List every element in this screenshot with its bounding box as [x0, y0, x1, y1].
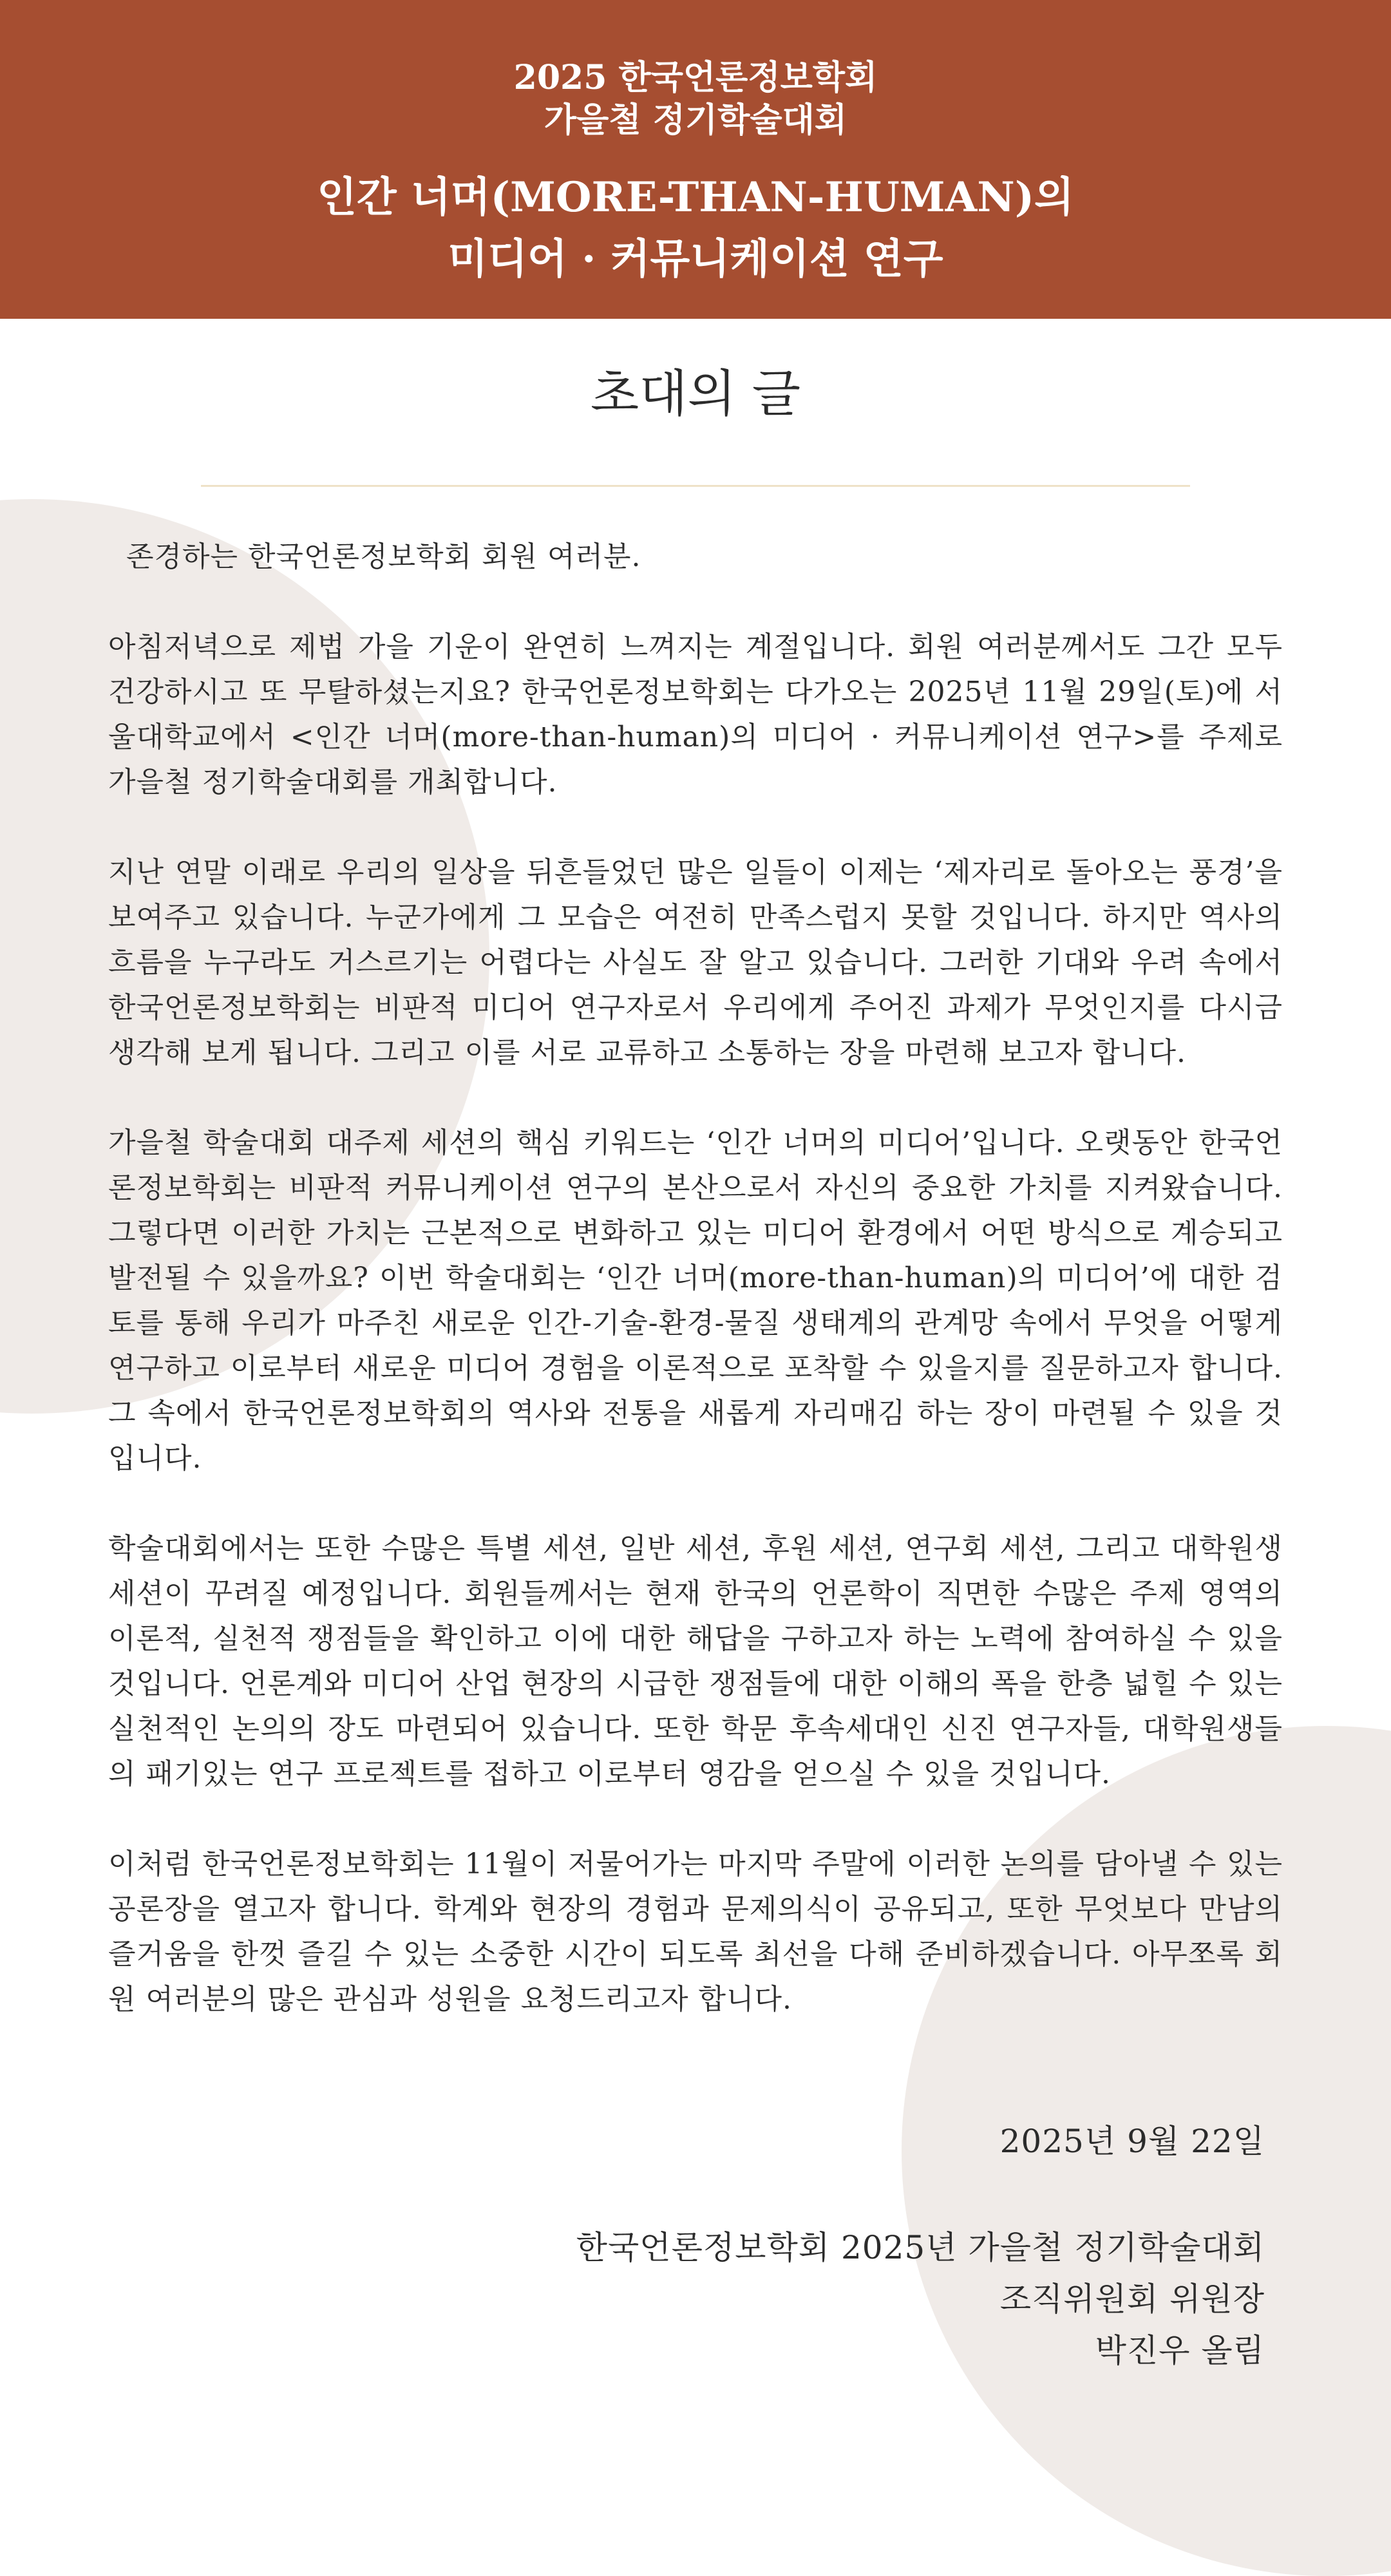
conference-season: 가을철 정기학술대회 — [544, 100, 847, 140]
header-banner — [0, 0, 1391, 319]
paragraph-2: 지난 연말 이래로 우리의 일상을 뒤흔들었던 많은 일들이 이제는 ‘제자리로 돌아오는 풍경’을 보여주고 있습니다. 누군가에게 그 모습은 여전히 만족스럽지 못할 것입니다. 하지만 역사의 흐름을 누구라도 거스르기는 어렵다는 사실도 잘 알고 있습니다. 그러한 기대와 우려 속에서 한국언론정보학회는 비판적 미디어 연구자로서 우리에게 주어진 과제가 무엇인지를 다시금 생각해 보게 됩니다. 그리고 이를 서로 교류하고 소통하는 장을 마련해 보고자 합니다. — [108, 856, 1283, 1069]
signature-organization: 한국언론정보학회 2025년 가을철 정기학술대회 — [576, 2229, 1265, 2266]
signature-position: 조직위원회 위원장 — [999, 2280, 1265, 2318]
conference-name: 2025 한국언론정보학회 — [513, 58, 878, 97]
conference-theme-line1: 인간 너머(MORE-THAN-HUMAN)의 — [317, 173, 1074, 222]
letter-date: 2025년 9월 22일 — [999, 2123, 1265, 2160]
signature-name: 박진우 올림 — [1095, 2332, 1265, 2369]
greeting: 존경하는 한국언론정보학회 회원 여러분. — [126, 540, 641, 573]
paragraph-4: 학술대회에서는 또한 수많은 특별 세션, 일반 세션, 후원 세션, 연구회 세션, 그리고 대학원생 세션이 꾸려질 예정입니다. 회원들께서는 현재 한국의 언론학이 직면한 수많은 주제 영역의 이론적, 실천적 쟁점들을 확인하고 이에 대한 해답을 구하고자 하는 노력에 참여하실 수 있을 것입니다. 언론계와 미디어 산업 현장의 시급한 쟁점들에 대한 이해의 폭을 한층 넓힐 수 있는 실천적인 논의의 장도 마련되어 있습니다. 또한 학문 후속세대인 신진 연구자들, 대학원생들의 패기있는 연구 프로젝트를 접하고 이로부터 영감을 얻으실 수 있을 것입니다. — [108, 1532, 1283, 1790]
paragraph-3: 가을철 학술대회 대주제 세션의 핵심 키워드는 ‘인간 너머의 미디어’입니다. 오랫동안 한국언론정보학회는 비판적 커뮤니케이션 연구의 본산으로서 자신의 중요한 가치를 지켜왔습니다. 그렇다면 이러한 가치는 근본적으로 변화하고 있는 미디어 환경에서 어떤 방식으로 계승되고 발전될 수 있을까요? 이번 학술대회는 ‘인간 너머(more-than-human)의 미디어’에 대한 검토를 통해 우리가 마주친 새로운 인간-기술-환경-물질 생태계의 관계망 속에서 무엇을 어떻게 연구하고 이로부터 새로운 미디어 경험을 이론적으로 포착할 수 있을지를 질문하고자 합니다. 그 속에서 한국언론정보학회의 역사와 전통을 새롭게 자리매김 하는 장이 마련될 수 있을 것입니다. — [108, 1126, 1283, 1475]
letter-body — [108, 535, 1283, 2067]
paragraph-5: 이처럼 한국언론정보학회는 11월이 저물어가는 마지막 주말에 이러한 논의를 담아낼 수 있는 공론장을 열고자 합니다. 학계와 현장의 경험과 문제의식이 공유되고, 또한 무엇보다 만남의 즐거움을 한껏 즐길 수 있는 소중한 시간이 되도록 최선을 다해 준비하겠습니다. 아무쪼록 회원 여러분의 많은 관심과 성원을 요청드리고자 합니다. — [108, 1848, 1283, 2016]
title-divider — [201, 485, 1190, 487]
conference-theme-line2: 미디어 · 커뮤니케이션 연구 — [448, 235, 943, 283]
page-title: 초대의 글 — [590, 365, 801, 423]
paragraph-1: 아침저녁으로 제법 가을 기운이 완연히 느껴지는 계절입니다. 회원 여러분께서도 그간 모두 건강하시고 또 무탈하셨는지요? 한국언론정보학회는 다가오는 2025년 11월 29일(토)에 서울대학교에서 <인간 너머(more-than-human)의 미디어 · 커뮤니케이션 연구>를 주제로 가을철 정기학술대회를 개최합니다. — [108, 630, 1283, 799]
